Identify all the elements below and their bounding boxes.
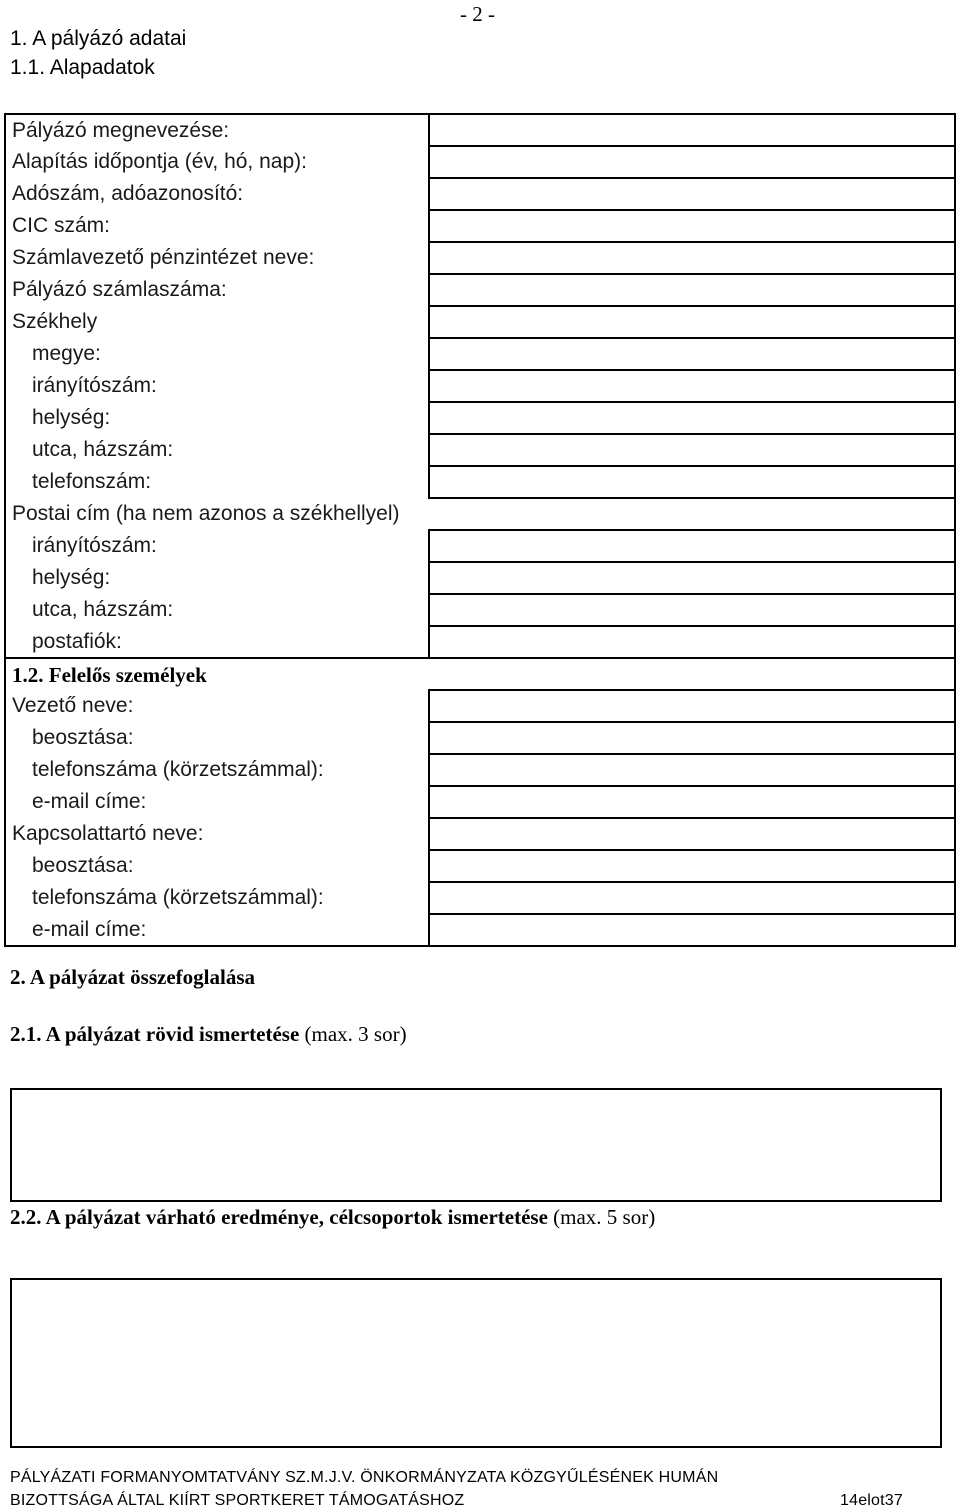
section-2-1-limit: (max. 3 sor): [299, 1022, 407, 1046]
section-2-2-limit: (max. 5 sor): [547, 1205, 656, 1229]
form-row: [5, 370, 955, 402]
form-label: beosztása:: [5, 850, 429, 882]
form-input-cell[interactable]: [429, 114, 955, 146]
form-row: [5, 434, 955, 466]
form-input-cell[interactable]: [429, 146, 955, 178]
page-number: - 2 -: [460, 2, 495, 26]
form-label: irányítószám:: [5, 370, 429, 402]
form-label: Alapítás időpontja (év, hó, nap):: [5, 146, 429, 178]
form-label: telefonszáma (körzetszámmal):: [5, 754, 429, 786]
form-row: [5, 850, 955, 882]
form-row: [5, 658, 955, 690]
form-row: [5, 914, 955, 946]
form-input-cell[interactable]: [429, 434, 955, 466]
form-spacer-cell: [429, 658, 955, 690]
form-row: [5, 114, 955, 146]
footer-line-1: PÁLYÁZATI FORMANYOMTATVÁNY SZ.M.J.V. ÖNKORMÁNYZATA KÖZGYŰLÉSÉNEK HUMÁN: [10, 1469, 719, 1486]
section-2-2-heading: [10, 1205, 655, 1230]
form-label: Számlavezető pénzintézet neve:: [5, 242, 429, 274]
form-row: [5, 754, 955, 786]
section-1-heading: 1. A pályázó adatai: [10, 27, 187, 50]
form-input-cell[interactable]: [429, 850, 955, 882]
form-row: [5, 274, 955, 306]
form-input-cell[interactable]: [429, 338, 955, 370]
section-2-1-title: 2.1. A pályázat rövid ismertetése: [10, 1022, 300, 1046]
form-row: [5, 210, 955, 242]
section-1-1-heading: 1.1. Alapadatok: [10, 56, 155, 79]
form-row: [5, 466, 955, 498]
form-row: [5, 178, 955, 210]
footer-line-2: BIZOTTSÁGA ÁLTAL KIÍRT SPORTKERET TÁMOGATÁSHOZ: [10, 1492, 465, 1509]
form-label: Vezető neve:: [5, 690, 429, 722]
form-label: megye:: [5, 338, 429, 370]
form-row: [5, 818, 955, 850]
form-row: [5, 882, 955, 914]
footer-code: 14elot37: [840, 1492, 903, 1509]
short-description-textbox[interactable]: [10, 1088, 942, 1202]
form-row: [5, 594, 955, 626]
form-label: postafiók:: [5, 626, 429, 658]
form-spacer-cell: [429, 498, 955, 530]
form-input-cell[interactable]: [429, 594, 955, 626]
form-row: [5, 402, 955, 434]
section-2-heading: 2. A pályázat összefoglalása: [10, 965, 255, 989]
form-input-cell[interactable]: [429, 402, 955, 434]
form-label: utca, házszám:: [5, 594, 429, 626]
form-label: beosztása:: [5, 722, 429, 754]
form-label: helység:: [5, 562, 429, 594]
form-row: [5, 530, 955, 562]
form-label: Pályázó megnevezése:: [5, 114, 429, 146]
form-label: Adószám, adóazonosító:: [5, 178, 429, 210]
form-row: [5, 306, 955, 338]
section-1-2-heading: 1.2. Felelős személyek: [5, 658, 429, 690]
form-row: [5, 498, 955, 530]
form-label: Postai cím (ha nem azonos a székhellyel): [5, 498, 429, 530]
form-row: [5, 146, 955, 178]
form-input-cell[interactable]: [429, 530, 955, 562]
section-2-1-heading: [10, 1022, 407, 1047]
form-row: [5, 722, 955, 754]
section-2-2-title: 2.2. A pályázat várható eredménye, célcsoportok ismertetése: [10, 1205, 548, 1229]
form-label: e-mail címe:: [5, 914, 429, 946]
form-row: [5, 562, 955, 594]
form-input-cell[interactable]: [429, 274, 955, 306]
form-input-cell[interactable]: [429, 562, 955, 594]
form-row: [5, 690, 955, 722]
form-row: [5, 626, 955, 658]
form-input-cell[interactable]: [429, 210, 955, 242]
form-input-cell[interactable]: [429, 178, 955, 210]
form-input-cell[interactable]: [429, 306, 955, 338]
form-label: helység:: [5, 402, 429, 434]
form-row: [5, 338, 955, 370]
form-label: Kapcsolattartó neve:: [5, 818, 429, 850]
form-input-cell[interactable]: [429, 914, 955, 946]
form-label: telefonszám:: [5, 466, 429, 498]
form-label: e-mail címe:: [5, 786, 429, 818]
form-input-cell[interactable]: [429, 786, 955, 818]
form-input-cell[interactable]: [429, 626, 955, 658]
form-label: utca, házszám:: [5, 434, 429, 466]
form-input-cell[interactable]: [429, 882, 955, 914]
form-input-cell[interactable]: [429, 370, 955, 402]
expected-results-textbox[interactable]: [10, 1278, 942, 1448]
form-input-cell[interactable]: [429, 754, 955, 786]
form-label: telefonszáma (körzetszámmal):: [5, 882, 429, 914]
form-input-cell[interactable]: [429, 466, 955, 498]
form-label: Pályázó számlaszáma:: [5, 274, 429, 306]
form-input-cell[interactable]: [429, 690, 955, 722]
form-label: CIC szám:: [5, 210, 429, 242]
form-row: [5, 242, 955, 274]
form-label: irányítószám:: [5, 530, 429, 562]
form-input-cell[interactable]: [429, 242, 955, 274]
form-row: [5, 786, 955, 818]
form-input-cell[interactable]: [429, 818, 955, 850]
form-label: Székhely: [5, 306, 429, 338]
form-input-cell[interactable]: [429, 722, 955, 754]
applicant-data-form: [4, 113, 956, 947]
